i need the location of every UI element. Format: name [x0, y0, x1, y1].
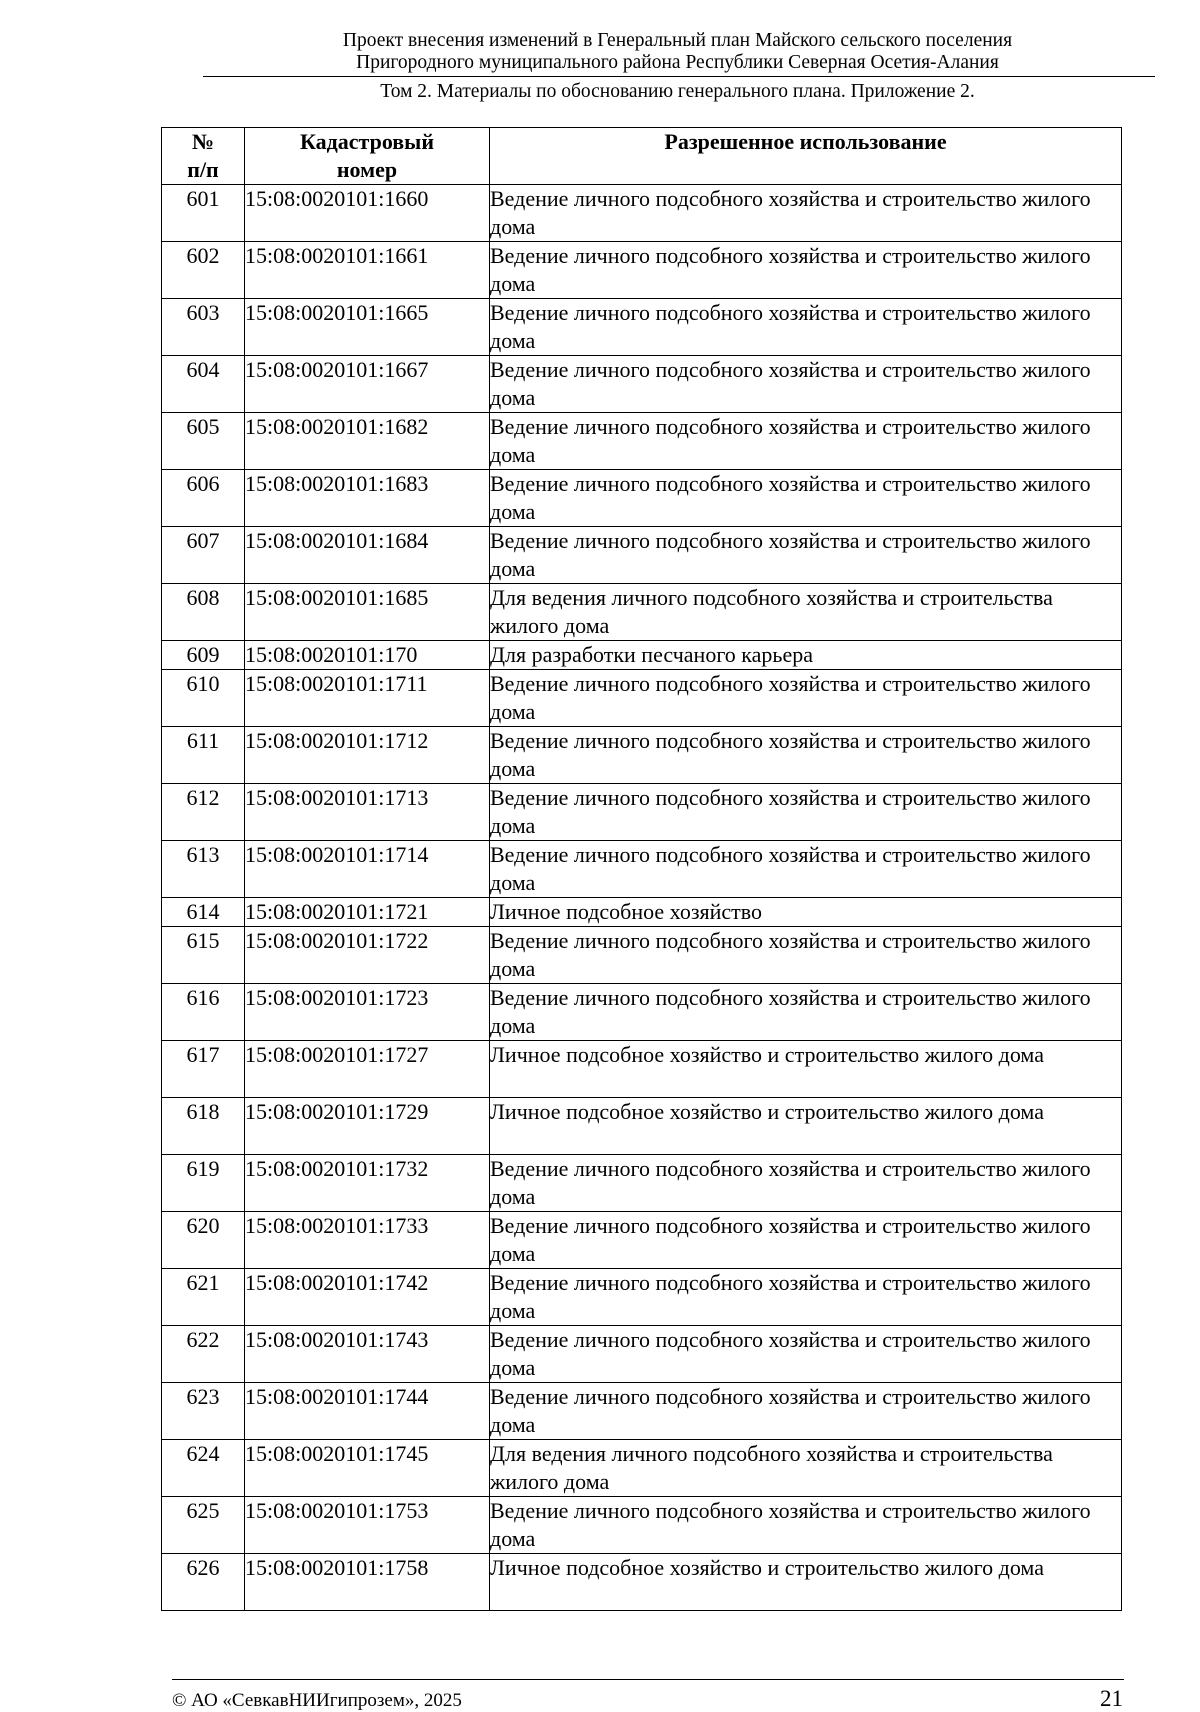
- table-header-row: [162, 128, 1122, 185]
- row-number: 616: [162, 984, 245, 1041]
- table-row: [162, 1326, 1122, 1383]
- row-number: 620: [162, 1212, 245, 1269]
- volume-subtitle: Том 2. Материалы по обоснованию генерального плана. Приложение 2.: [380, 81, 975, 102]
- permitted-use: Личное подсобное хозяйство и строительство жилого дома: [490, 1041, 1122, 1098]
- table-row: [162, 413, 1122, 470]
- cadastral-number: 15:08:0020101:1733: [245, 1212, 490, 1269]
- permitted-use: Ведение личного подсобного хозяйства и строительство жилого дома: [490, 242, 1122, 299]
- cadastral-number: 15:08:0020101:1742: [245, 1269, 490, 1326]
- table-row: [162, 984, 1122, 1041]
- table-row: [162, 1440, 1122, 1497]
- cadastral-number: 15:08:0020101:1665: [245, 299, 490, 356]
- cadastral-number: 15:08:0020101:1712: [245, 727, 490, 784]
- cadastral-number: 15:08:0020101:1661: [245, 242, 490, 299]
- permitted-use: Ведение личного подсобного хозяйства и строительство жилого дома: [490, 413, 1122, 470]
- cadastral-number: 15:08:0020101:1685: [245, 584, 490, 641]
- row-number: 625: [162, 1497, 245, 1554]
- cadastral-number: 15:08:0020101:170: [245, 641, 490, 670]
- permitted-use: Ведение личного подсобного хозяйства и строительство жилого дома: [490, 984, 1122, 1041]
- footer-copyright: © АО «СевкавНИИгипрозем», 2025: [172, 1690, 462, 1711]
- cadastral-number: 15:08:0020101:1682: [245, 413, 490, 470]
- row-number: 614: [162, 898, 245, 927]
- cadastral-number: 15:08:0020101:1683: [245, 470, 490, 527]
- row-number: 610: [162, 670, 245, 727]
- permitted-use: Ведение личного подсобного хозяйства и строительство жилого дома: [490, 1155, 1122, 1212]
- table-body: [162, 185, 1122, 1611]
- row-number: 621: [162, 1269, 245, 1326]
- row-number: 605: [162, 413, 245, 470]
- column-header-permitted-use: Разрешенное использование: [490, 128, 1122, 185]
- table-row: [162, 470, 1122, 527]
- row-number: 609: [162, 641, 245, 670]
- document-header: [200, 30, 1155, 74]
- cadastral-number: 15:08:0020101:1729: [245, 1098, 490, 1155]
- row-number: 615: [162, 927, 245, 984]
- row-number: 613: [162, 841, 245, 898]
- table-row: [162, 898, 1122, 927]
- permitted-use: Ведение личного подсобного хозяйства и строительство жилого дома: [490, 299, 1122, 356]
- permitted-use: Ведение личного подсобного хозяйства и строительство жилого дома: [490, 527, 1122, 584]
- cadastral-number: 15:08:0020101:1753: [245, 1497, 490, 1554]
- table-row: [162, 1041, 1122, 1098]
- cadastral-number: 15:08:0020101:1714: [245, 841, 490, 898]
- row-number: 601: [162, 185, 245, 242]
- cadastral-number: 15:08:0020101:1667: [245, 356, 490, 413]
- table-row: [162, 527, 1122, 584]
- cadastral-number: 15:08:0020101:1745: [245, 1440, 490, 1497]
- permitted-use: Личное подсобное хозяйство и строительство жилого дома: [490, 1554, 1122, 1611]
- table-row: [162, 927, 1122, 984]
- row-number: 626: [162, 1554, 245, 1611]
- table-row: [162, 242, 1122, 299]
- table-row: [162, 1269, 1122, 1326]
- table-row: [162, 727, 1122, 784]
- table-row: [162, 1554, 1122, 1611]
- row-number: 602: [162, 242, 245, 299]
- permitted-use: Ведение личного подсобного хозяйства и строительство жилого дома: [490, 1269, 1122, 1326]
- column-header-cadastral: Кадастровый номер: [245, 128, 490, 185]
- cadastral-number: 15:08:0020101:1758: [245, 1554, 490, 1611]
- permitted-use: Личное подсобное хозяйство: [490, 898, 1122, 927]
- table-row: [162, 841, 1122, 898]
- permitted-use: Ведение личного подсобного хозяйства и строительство жилого дома: [490, 356, 1122, 413]
- cadastral-table: [161, 127, 1122, 1611]
- cadastral-number: 15:08:0020101:1744: [245, 1383, 490, 1440]
- row-number: 607: [162, 527, 245, 584]
- permitted-use: Ведение личного подсобного хозяйства и строительство жилого дома: [490, 927, 1122, 984]
- cadastral-number: 15:08:0020101:1743: [245, 1326, 490, 1383]
- table-row: [162, 1383, 1122, 1440]
- header-title-line-1: Проект внесения изменений в Генеральный план Майского сельского поселения: [342, 30, 1013, 51]
- header-title-line-2: Пригородного муниципального района Республики Северная Осетия-Алания: [356, 52, 999, 73]
- column-header-number: № п/п: [162, 128, 245, 185]
- cadastral-number: 15:08:0020101:1732: [245, 1155, 490, 1212]
- row-number: 604: [162, 356, 245, 413]
- cadastral-number: 15:08:0020101:1721: [245, 898, 490, 927]
- row-number: 619: [162, 1155, 245, 1212]
- footer-divider: [172, 1679, 1124, 1680]
- row-number: 622: [162, 1326, 245, 1383]
- row-number: 624: [162, 1440, 245, 1497]
- permitted-use: Для ведения личного подсобного хозяйства и строительства жилого дома: [490, 584, 1122, 641]
- cadastral-number: 15:08:0020101:1722: [245, 927, 490, 984]
- permitted-use: Для ведения личного подсобного хозяйства и строительства жилого дома: [490, 1440, 1122, 1497]
- permitted-use: Ведение личного подсобного хозяйства и строительство жилого дома: [490, 1326, 1122, 1383]
- permitted-use: Ведение личного подсобного хозяйства и строительство жилого дома: [490, 1497, 1122, 1554]
- row-number: 603: [162, 299, 245, 356]
- table-row: [162, 1497, 1122, 1554]
- cadastral-number: 15:08:0020101:1660: [245, 185, 490, 242]
- cadastral-number: 15:08:0020101:1727: [245, 1041, 490, 1098]
- table-row: [162, 670, 1122, 727]
- row-number: 612: [162, 784, 245, 841]
- row-number: 608: [162, 584, 245, 641]
- row-number: 623: [162, 1383, 245, 1440]
- permitted-use: Ведение личного подсобного хозяйства и строительство жилого дома: [490, 670, 1122, 727]
- table-row: [162, 1155, 1122, 1212]
- permitted-use: Ведение личного подсобного хозяйства и строительство жилого дома: [490, 841, 1122, 898]
- table-row: [162, 356, 1122, 413]
- table-row: [162, 1212, 1122, 1269]
- cadastral-number: 15:08:0020101:1713: [245, 784, 490, 841]
- permitted-use: Ведение личного подсобного хозяйства и строительство жилого дома: [490, 784, 1122, 841]
- table-row: [162, 1098, 1122, 1155]
- table-row: [162, 784, 1122, 841]
- permitted-use: Ведение личного подсобного хозяйства и строительство жилого дома: [490, 727, 1122, 784]
- row-number: 606: [162, 470, 245, 527]
- permitted-use: Ведение личного подсобного хозяйства и строительство жилого дома: [490, 1383, 1122, 1440]
- table-row: [162, 584, 1122, 641]
- table-row: [162, 641, 1122, 670]
- table-row: [162, 299, 1122, 356]
- row-number: 617: [162, 1041, 245, 1098]
- row-number: 611: [162, 727, 245, 784]
- table-row: [162, 185, 1122, 242]
- permitted-use: Личное подсобное хозяйство и строительство жилого дома: [490, 1098, 1122, 1155]
- permitted-use: Для разработки песчаного карьера: [490, 641, 1122, 670]
- row-number: 618: [162, 1098, 245, 1155]
- permitted-use: Ведение личного подсобного хозяйства и строительство жилого дома: [490, 470, 1122, 527]
- cadastral-number: 15:08:0020101:1711: [245, 670, 490, 727]
- header-divider: [203, 76, 1155, 77]
- cadastral-number: 15:08:0020101:1723: [245, 984, 490, 1041]
- page-number: 21: [1100, 1686, 1123, 1711]
- permitted-use: Ведение личного подсобного хозяйства и строительство жилого дома: [490, 185, 1122, 242]
- cadastral-number: 15:08:0020101:1684: [245, 527, 490, 584]
- permitted-use: Ведение личного подсобного хозяйства и строительство жилого дома: [490, 1212, 1122, 1269]
